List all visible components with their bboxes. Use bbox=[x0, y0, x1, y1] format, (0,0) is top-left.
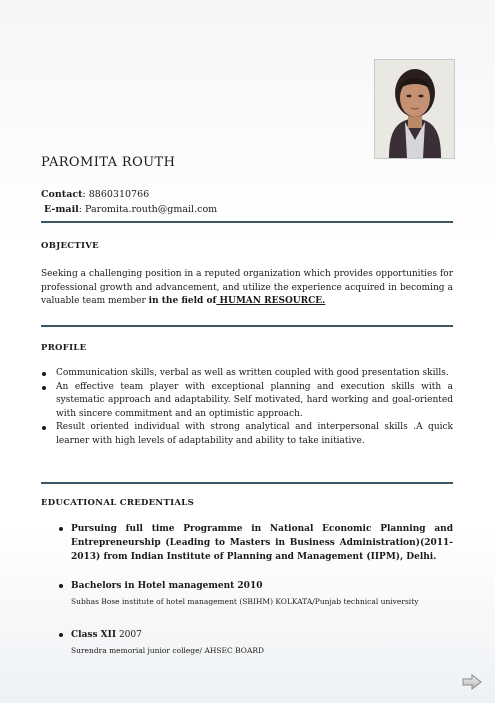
objective-text: Seeking a challenging position in a reputed organization which provides opportunities for professional growth and advancement, and utilize the experience acquired in becoming a valuable team member in the field of HUMAN RESOURCE. bbox=[41, 269, 453, 306]
education-title: Class XII 2007 bbox=[71, 630, 142, 640]
profile-list bbox=[56, 367, 453, 448]
objective-field: HUMAN RESOURCE. bbox=[216, 296, 326, 306]
bullet-icon bbox=[42, 426, 46, 430]
education-institution: Subhas Bose institute of hotel management (SBIHM) KOLKATA/Punjab technical university bbox=[71, 597, 419, 606]
candidate-name: PAROMITA ROUTH bbox=[41, 155, 176, 170]
phone-line bbox=[41, 187, 217, 202]
list-item: An effective team player with exceptional planning and execution skills with a systematic approach and adaptability. Self motivated, hard working and goal-oriented with sincere commitment and an optimistic approach. bbox=[56, 381, 453, 422]
list-item: Result oriented individual with strong analytical and interpersonal skills .A quick learner with high levels of adaptability and ability to take initiative. bbox=[56, 421, 453, 448]
contact-block bbox=[41, 187, 217, 217]
divider bbox=[41, 325, 453, 327]
list-item: Communication skills, verbal as well as written coupled with good presentation skills. bbox=[56, 367, 453, 381]
education-title: Pursuing full time Programme in National Economic Planning and Entrepreneurship (Leading to Masters in Business Administration)(2011-2013) from Indian Institute of Planning and Management (IIPM), Delhi. bbox=[71, 524, 453, 562]
objective-heading: OBJECTIVE bbox=[41, 241, 99, 251]
email-value[interactable]: : Paromita.routh@gmail.com bbox=[78, 204, 218, 215]
education-heading: EDUCATIONAL CREDENTIALS bbox=[41, 498, 195, 508]
bullet-icon bbox=[59, 633, 63, 637]
arrow-right-icon[interactable] bbox=[462, 674, 482, 694]
phone-value: : 8860310766 bbox=[82, 189, 150, 200]
education-item bbox=[71, 579, 453, 608]
contact-label: Contact bbox=[41, 189, 83, 200]
education-item bbox=[71, 628, 453, 657]
bullet-icon bbox=[59, 527, 63, 531]
bullet-icon bbox=[42, 372, 46, 376]
divider bbox=[41, 482, 453, 484]
profile-photo bbox=[374, 59, 455, 159]
education-institution: Surendra memorial junior college/ AHSEC BOARD bbox=[71, 646, 265, 655]
divider bbox=[41, 221, 453, 223]
bullet-icon bbox=[42, 386, 46, 390]
education-title: Bachelors in Hotel management 2010 bbox=[71, 581, 263, 591]
profile-heading: PROFILE bbox=[41, 343, 87, 353]
email-label: E-mail bbox=[44, 204, 79, 215]
bullet-icon bbox=[59, 584, 63, 588]
education-item bbox=[71, 522, 453, 564]
email-line bbox=[41, 202, 217, 217]
